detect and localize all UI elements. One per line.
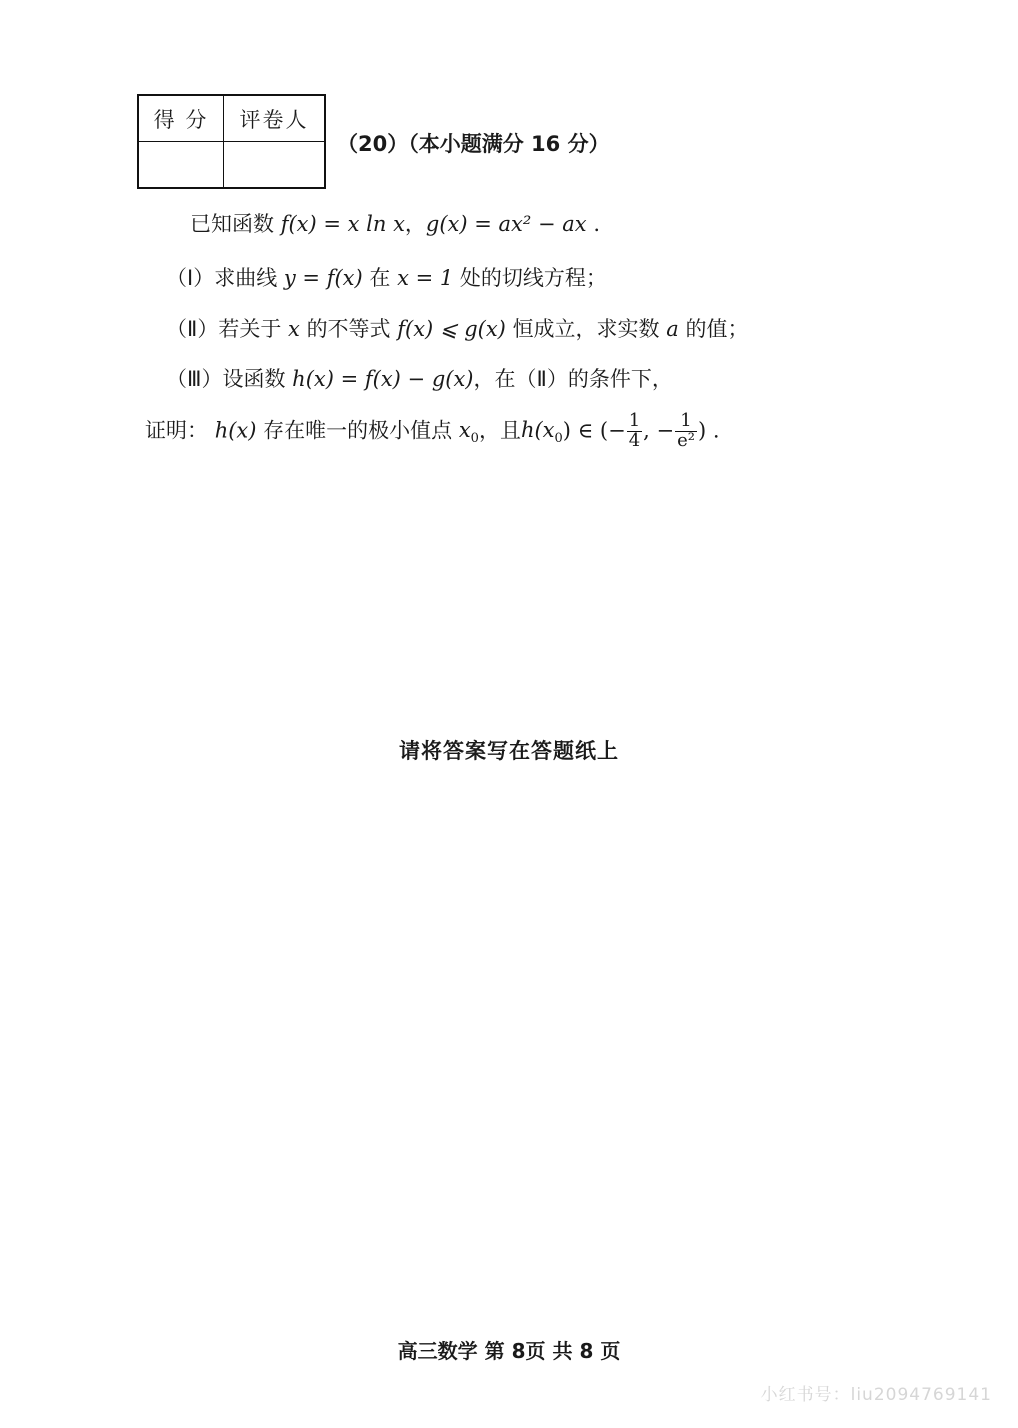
proof-hx0 <box>520 418 563 447</box>
part-1-label: （Ⅰ） <box>166 266 215 290</box>
proof-interval-close: ) . <box>697 418 720 443</box>
proof-hx0-base: h(x <box>520 418 555 443</box>
proof-hx0-sub: 0 <box>554 431 563 447</box>
part-1-text-c: 处的切线方程； <box>459 266 607 290</box>
part-2-text-a: 若关于 <box>218 317 282 341</box>
answer-sheet-note: 请将答案写在答题纸上 <box>399 739 619 763</box>
question-intro <box>190 208 600 238</box>
part-3-text-b: ，在（Ⅱ）的条件下， <box>473 367 673 391</box>
proof-interval-open: ) ∈ (− <box>562 418 626 443</box>
grader-header: 评卷人 <box>224 95 326 142</box>
fraction-1-numerator: 1 <box>628 410 641 431</box>
fraction-2-denominator: e² <box>677 429 695 451</box>
fraction-2-numerator: 1 <box>675 412 697 432</box>
part-2-param: a <box>666 317 679 341</box>
proof-text-b: 存在唯一的极小值点 <box>263 418 453 443</box>
part-2-text-d: 的值； <box>685 317 749 341</box>
intro-end: . <box>586 212 600 236</box>
intro-fx: f(x) = x ln x <box>280 212 405 236</box>
part-2 <box>166 313 748 343</box>
part-1-point: x = 1 <box>397 266 454 290</box>
proof-text-c: ，且 <box>478 418 521 443</box>
score-box <box>137 94 326 189</box>
part-3-label: （Ⅲ） <box>166 367 223 391</box>
question-header: （20）（本小题满分 16 分） <box>337 132 610 156</box>
intro-gx: g(x) = ax² − ax <box>425 212 587 236</box>
part-2-inequality: f(x) ⩽ g(x) <box>397 317 506 341</box>
part-2-label: （Ⅱ） <box>166 317 219 341</box>
proof-hx: h(x) <box>214 418 257 443</box>
grader-cell <box>224 142 326 189</box>
fraction-one-quarter <box>627 412 642 451</box>
proof-interval-comma: , − <box>643 418 675 443</box>
intro-prefix: 已知函数 <box>190 212 274 236</box>
part-2-text-c: 恒成立，求实数 <box>512 317 660 341</box>
proof-x0-sub: 0 <box>470 431 479 447</box>
watermark: 小红书号：liu2094769141 <box>760 1385 992 1405</box>
page-footer: 高三数学 第 8页 共 8 页 <box>397 1339 621 1363</box>
score-cell <box>138 142 224 189</box>
part-3-text-a: 设函数 <box>222 367 286 391</box>
part-2-variable: x <box>288 317 300 341</box>
fraction-1-denominator: 4 <box>628 429 641 451</box>
part-1-equation: y = f(x) <box>283 266 363 290</box>
fraction-one-over-e-squared <box>675 412 697 451</box>
proof-x0 <box>458 418 479 447</box>
part-1-text-b: 在 <box>369 266 391 290</box>
proof-line <box>145 412 720 451</box>
part-1 <box>166 262 607 292</box>
part-3 <box>166 363 673 393</box>
part-3-equation: h(x) = f(x) − g(x) <box>292 367 474 391</box>
part-2-text-b: 的不等式 <box>306 317 391 341</box>
proof-x0-base: x <box>458 418 471 443</box>
part-1-text-a: 求曲线 <box>214 266 278 290</box>
intro-sep: ， <box>404 212 426 236</box>
score-header: 得 分 <box>138 95 224 142</box>
score-box-header-row <box>138 95 325 142</box>
proof-prefix: 证明： <box>145 418 208 443</box>
score-box-blank-row <box>138 142 325 189</box>
